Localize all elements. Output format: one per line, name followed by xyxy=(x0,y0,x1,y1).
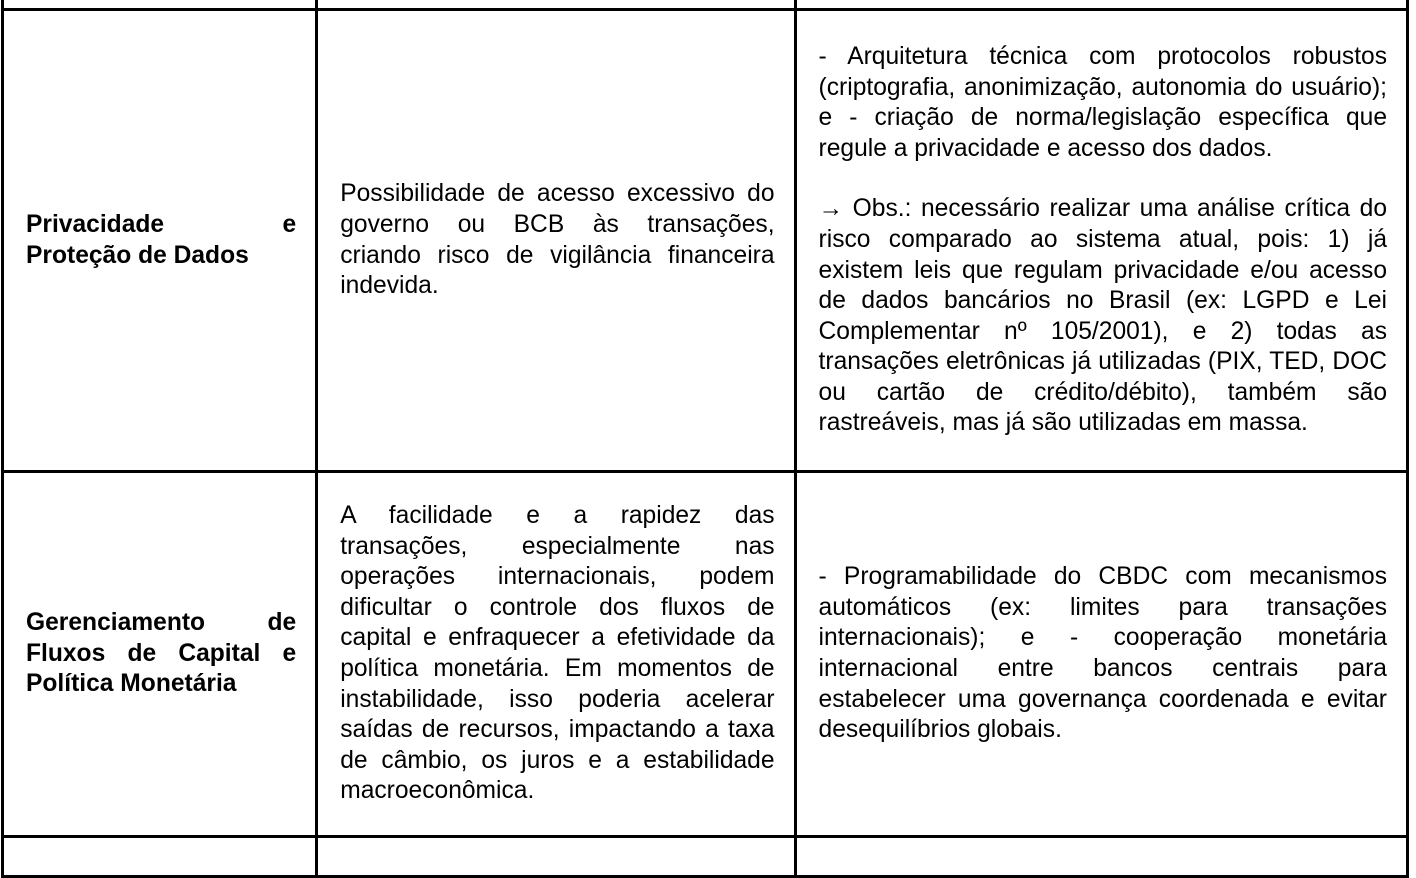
table-cell xyxy=(3,0,317,10)
topic-privacy: Privacidade e Proteção de Dados xyxy=(26,210,297,269)
note-privacy: → Obs.: necessário realizar uma análise crítica do risco comparado ao sistema atual, pois: 1) já existem leis que regulam privacidade e/ou acesso de dados bancários no Brasil (ex: LGPD e Lei Complementar nº 105/2001), e 2) todas as transações eletrônicas já utilizadas (PIX, TED, DOC ou cartão de crédito/débito), também são rastreáveis, mas já são utilizadas em massa. xyxy=(818,195,1387,437)
table-row-capital-flows xyxy=(3,472,1408,837)
table-cell xyxy=(3,837,317,877)
table-cell xyxy=(795,837,1407,877)
mitigation-privacy: - Arquitetura técnica com protocolos robustos (criptografia, anonimização, autonomia do usuário); e - criação de norma/legislação específica que regule a privacidade e acesso dos dados. xyxy=(818,42,1387,162)
table-cell xyxy=(317,0,795,10)
risk-capital-flows: A facilidade e a rapidez das transações, especialmente nas operações internacionais, podem dificultar o controle dos fluxos de capital e enfraquecer a efetividade da política monetária. Em momentos de instabilidade, isso poderia acelerar saídas de recursos, impactando a taxa de câmbio, os juros e a estabilidade macroeconômica. xyxy=(340,502,775,805)
risk-table xyxy=(1,0,1409,878)
mitigation-capital-flows: - Programabilidade do CBDC com mecanismos automáticos (ex: limites para transações internacionais); e - cooperação monetária internacional entre bancos centrais para estabelecer uma governança coordenada e evitar desequilíbrios globais. xyxy=(818,563,1387,744)
topic-cell xyxy=(3,472,317,837)
mitigation-cell xyxy=(795,472,1407,837)
table-row-partial-bottom xyxy=(3,837,1408,877)
paragraph-gap xyxy=(819,164,1387,194)
table-row-partial-top xyxy=(3,0,1408,10)
risk-cell xyxy=(317,472,795,837)
table-row-privacy xyxy=(3,10,1408,472)
mitigation-cell xyxy=(795,10,1407,472)
topic-capital-flows: Gerenciamento de Fluxos de Capital e Política Monetária xyxy=(26,609,297,698)
topic-cell xyxy=(3,10,317,472)
table-cell xyxy=(317,837,795,877)
table-cell xyxy=(795,0,1407,10)
risk-privacy: Possibilidade de acesso excessivo do governo ou BCB às transações, criando risco de vigilância financeira indevida. xyxy=(340,180,775,300)
risk-cell xyxy=(317,10,795,472)
